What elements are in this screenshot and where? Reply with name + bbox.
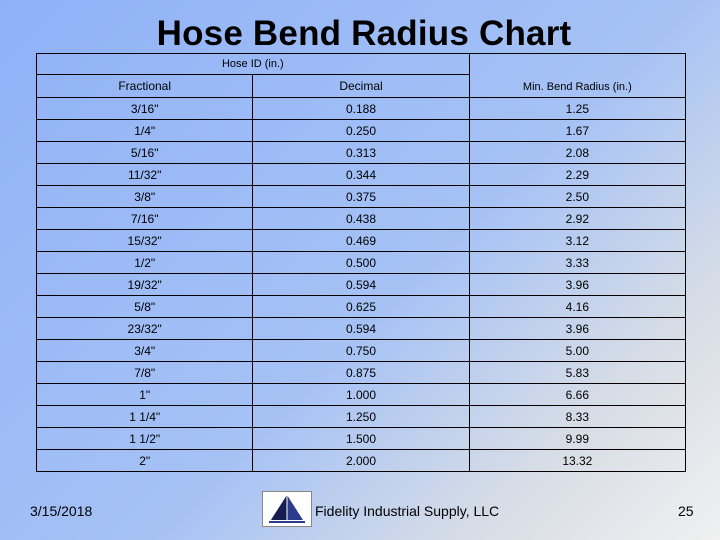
min-bend-radius-cell: 5.83	[469, 362, 685, 384]
fractional-cell: 5/8"	[37, 296, 253, 318]
decimal-cell: 2.000	[253, 450, 469, 472]
min-bend-radius-cell: 2.50	[469, 186, 685, 208]
min-bend-radius-cell: 2.29	[469, 164, 685, 186]
fractional-cell: 15/32"	[37, 230, 253, 252]
fractional-cell: 3/16"	[37, 98, 253, 120]
page-title: Hose Bend Radius Chart	[156, 14, 572, 53]
fractional-cell: 1/4"	[37, 120, 253, 142]
decimal-cell: 0.750	[253, 340, 469, 362]
decimal-cell: 0.438	[253, 208, 469, 230]
decimal-cell: 1.250	[253, 406, 469, 428]
table-row	[37, 450, 686, 472]
min-bend-radius-cell: 2.08	[469, 142, 685, 164]
table-row	[37, 340, 686, 362]
bend-radius-table	[36, 53, 686, 472]
decimal-cell: 0.344	[253, 164, 469, 186]
fractional-cell: 2"	[37, 450, 253, 472]
fractional-cell: 1/2"	[37, 252, 253, 274]
decimal-cell: 0.375	[253, 186, 469, 208]
fractional-cell: 1"	[37, 384, 253, 406]
min-bend-radius-cell: 13.32	[469, 450, 685, 472]
table-row	[37, 120, 686, 142]
min-bend-radius-cell: 9.99	[469, 428, 685, 450]
footer-company: Fidelity Industrial Supply, LLC	[315, 503, 500, 519]
decimal-cell: 0.500	[253, 252, 469, 274]
table-row	[37, 252, 686, 274]
table-row	[37, 208, 686, 230]
min-bend-radius-cell: 4.16	[469, 296, 685, 318]
fractional-cell: 3/8"	[37, 186, 253, 208]
table-header-row	[37, 54, 686, 75]
decimal-cell: 0.469	[253, 230, 469, 252]
min-bend-radius-header: Min. Bend Radius (in.)	[469, 54, 685, 98]
table-row	[37, 186, 686, 208]
fractional-cell: 1 1/4"	[37, 406, 253, 428]
table-row	[37, 428, 686, 450]
fractional-cell: 19/32"	[37, 274, 253, 296]
min-bend-radius-cell: 3.96	[469, 318, 685, 340]
decimal-cell: 0.313	[253, 142, 469, 164]
table-row	[37, 362, 686, 384]
min-bend-radius-cell: 2.92	[469, 208, 685, 230]
min-bend-radius-cell: 3.33	[469, 252, 685, 274]
fractional-cell: 5/16"	[37, 142, 253, 164]
table-row	[37, 296, 686, 318]
decimal-cell: 0.594	[253, 274, 469, 296]
decimal-cell: 0.875	[253, 362, 469, 384]
table-row	[37, 164, 686, 186]
footer-date: 3/15/2018	[30, 503, 93, 519]
decimal-cell: 1.500	[253, 428, 469, 450]
decimal-cell: 1.000	[253, 384, 469, 406]
min-bend-radius-cell: 8.33	[469, 406, 685, 428]
min-bend-radius-cell: 1.25	[469, 98, 685, 120]
table-row	[37, 406, 686, 428]
hose-id-header: Hose ID (in.)	[37, 54, 470, 75]
page-number: 25	[678, 503, 694, 519]
table-row	[37, 142, 686, 164]
table-row	[37, 318, 686, 340]
fractional-cell: 1 1/2"	[37, 428, 253, 450]
table-row	[37, 274, 686, 296]
table-row	[37, 384, 686, 406]
min-bend-radius-cell: 6.66	[469, 384, 685, 406]
fractional-cell: 11/32"	[37, 164, 253, 186]
min-bend-radius-cell: 1.67	[469, 120, 685, 142]
decimal-cell: 0.594	[253, 318, 469, 340]
fractional-header: Fractional	[37, 75, 253, 98]
decimal-header: Decimal	[253, 75, 469, 98]
decimal-cell: 0.188	[253, 98, 469, 120]
min-bend-radius-cell: 3.12	[469, 230, 685, 252]
table-row	[37, 230, 686, 252]
min-bend-radius-cell: 5.00	[469, 340, 685, 362]
table-row	[37, 98, 686, 120]
fractional-cell: 7/8"	[37, 362, 253, 384]
min-bend-radius-cell: 3.96	[469, 274, 685, 296]
fractional-cell: 23/32"	[37, 318, 253, 340]
decimal-cell: 0.250	[253, 120, 469, 142]
fractional-cell: 3/4"	[37, 340, 253, 362]
decimal-cell: 0.625	[253, 296, 469, 318]
fractional-cell: 7/16"	[37, 208, 253, 230]
triangle-logo-icon	[262, 491, 312, 527]
